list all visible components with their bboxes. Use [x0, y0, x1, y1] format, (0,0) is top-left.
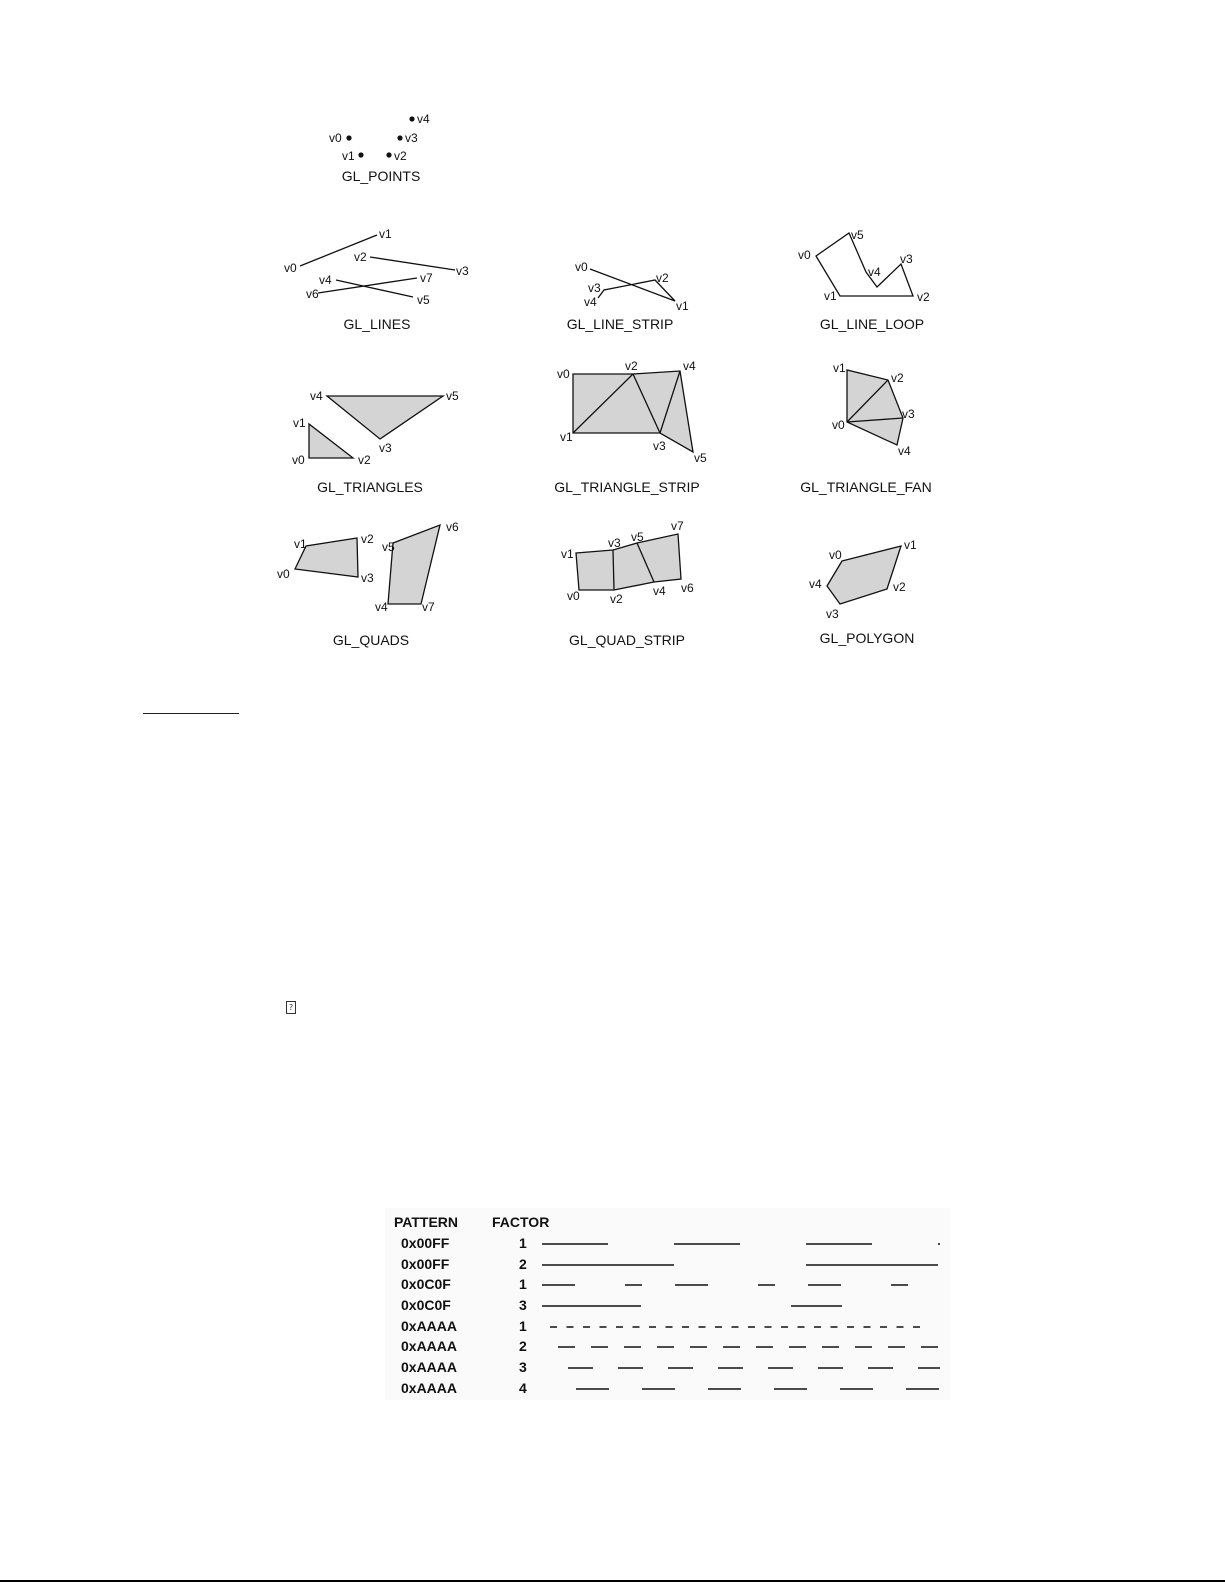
vertex-label: v5 — [446, 389, 459, 403]
primitive-caption: GL_QUADS — [332, 632, 410, 648]
vertex-label: v2 — [893, 580, 906, 594]
vertex-label: v6 — [306, 287, 319, 301]
stipple-background — [385, 1208, 950, 1400]
vertex-label: v4 — [417, 112, 430, 126]
vertex-label: v4 — [319, 273, 332, 287]
vertex-label: v3 — [608, 536, 621, 550]
factor-value: 3 — [519, 1359, 527, 1375]
vertex-label: v6 — [446, 520, 459, 534]
vertex-label: v3 — [379, 441, 392, 455]
quad — [388, 525, 440, 604]
vertex-label: v7 — [422, 600, 435, 614]
primitive-caption: GL_POLYGON — [819, 630, 915, 646]
section-rule — [143, 713, 239, 714]
point-v2 — [386, 152, 391, 157]
vertex-label: v1 — [824, 289, 837, 303]
gl-line-loop-diagram — [798, 228, 930, 332]
triangle — [327, 396, 443, 439]
pattern-value: 0xAAAA — [401, 1338, 458, 1354]
vertex-label: v3 — [588, 281, 601, 295]
pattern-header: PATTERN — [394, 1214, 459, 1230]
pattern-value: 0xAAAA — [401, 1380, 458, 1396]
vertex-label: v4 — [310, 389, 323, 403]
triangle — [309, 424, 353, 458]
factor-value: 1 — [519, 1318, 527, 1334]
vertex-label: v3 — [653, 439, 666, 453]
gl-polygon-diagram — [809, 538, 917, 646]
vertex-label: v2 — [358, 453, 371, 467]
vertex-label: v2 — [625, 359, 638, 373]
primitive-caption: GL_LINES — [343, 316, 411, 332]
gl-lines-diagram — [300, 235, 455, 297]
vertex-label: v4 — [683, 359, 696, 373]
pattern-value: 0xAAAA — [401, 1318, 458, 1334]
point-v1 — [358, 152, 363, 157]
line-loop — [816, 233, 913, 296]
vertex-label: v0 — [557, 367, 570, 381]
line-segment — [318, 278, 417, 293]
vertex-label: v5 — [631, 530, 644, 544]
vertex-label: v2 — [361, 532, 374, 546]
missing-image-icon: ? — [286, 1001, 296, 1014]
vertex-label: v1 — [294, 537, 307, 551]
factor-value: 1 — [519, 1235, 527, 1251]
page-bottom-border — [0, 1580, 1225, 1582]
stipple-table — [385, 1208, 950, 1400]
vertex-label: v2 — [917, 290, 930, 304]
pattern-value: 0xAAAA — [401, 1359, 458, 1375]
vertex-label: v2 — [891, 371, 904, 385]
vertex-label: v0 — [329, 131, 342, 145]
gl-line-strip-diagram — [567, 260, 689, 332]
vertex-label: v4 — [584, 295, 597, 309]
vertex-label: v0 — [292, 453, 305, 467]
vertex-label: v4 — [653, 584, 666, 598]
point-v4 — [409, 116, 414, 121]
vertex-label: v3 — [826, 607, 839, 621]
vertex-label: v7 — [671, 519, 684, 533]
pattern-value: 0x0C0F — [401, 1276, 451, 1292]
vertex-label: v1 — [379, 227, 392, 241]
pattern-value: 0x00FF — [401, 1235, 450, 1251]
vertex-label: v1 — [676, 299, 689, 313]
point-v0 — [346, 135, 351, 140]
primitive-caption: GL_LINE_STRIP — [566, 316, 674, 332]
pattern-value: 0x00FF — [401, 1256, 450, 1272]
primitive-caption: GL_TRIANGLE_FAN — [800, 479, 932, 495]
vertex-label: v0 — [829, 548, 842, 562]
vertex-label: v3 — [456, 264, 469, 278]
quad-strip-fill — [576, 534, 681, 590]
vertex-label: v3 — [900, 252, 913, 266]
gl-triangles-diagram — [309, 396, 443, 458]
vertex-label: v3 — [361, 571, 374, 585]
vertex-label: v2 — [656, 271, 669, 285]
vertex-label: v4 — [809, 577, 822, 591]
triangle-strip-fill — [573, 371, 693, 452]
vertex-label: v3 — [405, 131, 418, 145]
vertex-label: v0 — [575, 260, 588, 274]
gl-triangle-strip-diagram — [573, 371, 693, 452]
vertex-label: v5 — [851, 228, 864, 242]
factor-value: 2 — [519, 1256, 527, 1272]
vertex-label: v4 — [868, 265, 881, 279]
vertex-label: v0 — [798, 248, 811, 262]
factor-value: 3 — [519, 1297, 527, 1313]
vertex-label: v4 — [375, 600, 388, 614]
gl-points-diagram — [329, 112, 430, 184]
vertex-label: v5 — [382, 540, 395, 554]
vertex-label: v1 — [560, 430, 573, 444]
vertex-label: v1 — [833, 361, 846, 375]
factor-value: 4 — [519, 1380, 527, 1396]
vertex-label: v1 — [904, 538, 917, 552]
vertex-label: v2 — [394, 149, 407, 163]
primitive-caption: GL_LINE_LOOP — [819, 316, 925, 332]
vertex-label: v0 — [832, 418, 845, 432]
vertex-label: v4 — [898, 444, 911, 458]
factor-value: 2 — [519, 1338, 527, 1354]
primitive-caption: GL_POINTS — [341, 168, 421, 184]
factor-value: 1 — [519, 1276, 527, 1292]
primitive-caption: GL_TRIANGLE_STRIP — [554, 479, 700, 495]
vertex-label: v2 — [354, 250, 367, 264]
vertex-label: v5 — [417, 293, 430, 307]
vertex-label: v1 — [293, 416, 306, 430]
vertex-label: v1 — [342, 149, 355, 163]
primitive-caption: GL_TRIANGLES — [317, 479, 423, 495]
vertex-label: v0 — [284, 261, 297, 275]
vertex-label: v5 — [694, 451, 707, 465]
vertex-label: v2 — [610, 592, 623, 606]
factor-header: FACTOR — [492, 1214, 550, 1230]
vertex-label: v6 — [681, 581, 694, 595]
vertex-label: v1 — [561, 547, 574, 561]
vertex-label: v3 — [902, 407, 915, 421]
pattern-value: 0x0C0F — [401, 1297, 451, 1313]
vertex-label: v7 — [420, 271, 433, 285]
primitive-caption: GL_QUAD_STRIP — [569, 632, 685, 648]
vertex-label: v0 — [277, 567, 290, 581]
gl-quad-strip-diagram — [576, 534, 681, 590]
vertex-label: v0 — [567, 589, 580, 603]
line-segment — [370, 257, 455, 270]
point-v3 — [397, 135, 402, 140]
gl-lines-labels — [284, 227, 469, 332]
